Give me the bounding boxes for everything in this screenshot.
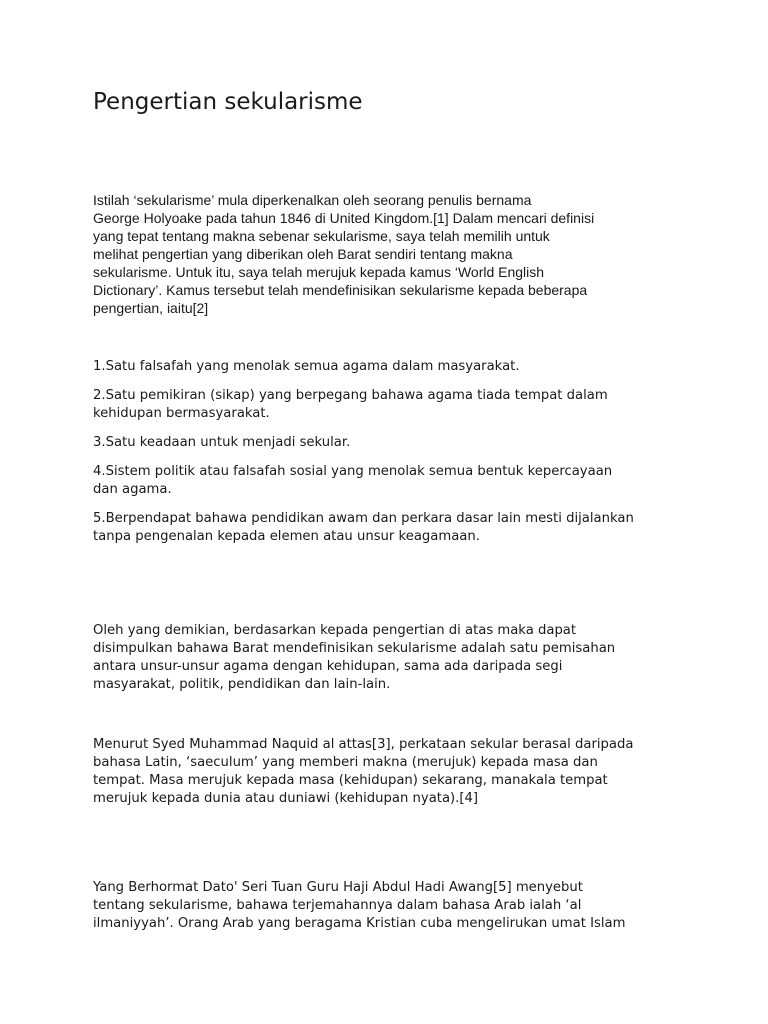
list-item: 3.Satu keadaan untuk menjadi sekular.: [93, 435, 351, 450]
naquib-paragraph: Menurut Syed Muhammad Naquid al attas[3], perkataan sekular berasal daripada bahasa Latin, ‘saeculum’ yang memberi makna (merujuk) kepada masa dan tempat. Masa merujuk kepada masa (kehidupan) sekarang, manakala tempat merujuk kepada dunia atau duniawi (kehidupan nyata).[4]: [93, 737, 634, 806]
list-item: 1.Satu falsafah yang menolak semua agama dalam masyarakat.: [93, 359, 520, 374]
intro-paragraph: Istilah ‘sekularisme’ mula diperkenalkan oleh seorang penulis bernama George Holyoake pada tahun 1846 di United Kingdom.[1] Dalam mencari definisi yang tepat tentang makna sebenar sekularisme, saya telah memilih untuk melihat pengertian yang diberikan oleh Barat sendiri tentang makna sekularisme. Untuk itu, saya telah merujuk kepada kamus ‘World English Dictionary’. Kamus tersebut telah mendefinisikan sekularisme kepada beberapa pengertian, iaitu[2]: [93, 192, 595, 316]
list-item: 2.Satu pemikiran (sikap) yang berpegang bahawa agama tiada tempat dalam kehidupan bermasyarakat.: [93, 388, 608, 421]
hadi-paragraph: Yang Berhormat Dato' Seri Tuan Guru Haji Abdul Hadi Awang[5] menyebut tentang sekularisme, bahawa terjemahannya dalam bahasa Arab ialah ‘al ilmaniyyah’. Orang Arab yang beragama Kristian cuba mengelirukan umat Islam: [93, 880, 626, 931]
page-title: Pengertian sekularisme: [93, 89, 363, 115]
conclusion-paragraph: Oleh yang demikian, berdasarkan kepada pengertian di atas maka dapat disimpulkan bahawa Barat mendefinisikan sekularisme adalah satu pemisahan antara unsur-unsur agama dengan kehidupan, sama ada daripada segi masyarakat, politik, pendidikan dan lain-lain.: [93, 623, 616, 692]
definition-list: [93, 358, 693, 557]
list-item: 4.Sistem politik atau falsafah sosial yang menolak semua bentuk kepercayaan dan agama.: [93, 464, 613, 497]
list-item: 5.Berpendapat bahawa pendidikan awam dan perkara dasar lain mesti dijalankan tanpa pengenalan kepada elemen atau unsur keagamaan.: [93, 511, 634, 544]
